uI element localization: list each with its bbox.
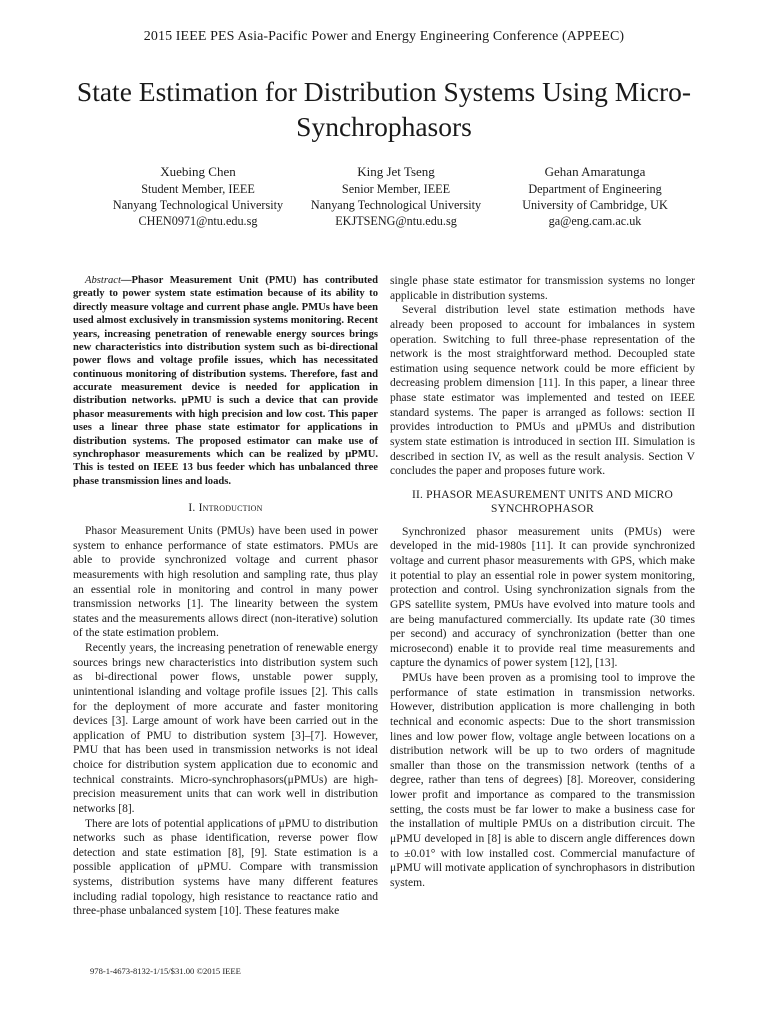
author-name: King Jet Tseng	[357, 164, 435, 179]
author-affiliation: Nanyang Technological University	[310, 198, 482, 213]
author-email: EKJTSENG@ntu.edu.sg	[335, 214, 457, 229]
abstract-text: —Phasor Measurement Unit (PMU) has contributed greatly to power system state estimation because of its ability to directly measure voltage and current phase angle. PMUs have been used almost exclusively in transmission systems monitoring. Recent years, increasing penetration of renewable energy sources brings new characteristics into distribution system such as bi-directional power flows and voltage profile issues, which has necessitated continuous monitoring of distribution systems. Therefore, fast and accurate measurement device is needed for application in distribution networks. μPMU is such a device that can provide phasor measurements with high precision and low cost. This paper uses a linear three phase state estimator for applications in distribution systems. The proposed estimator can make use of synchrophasor measurements which can be realized by μPMU. This is tested on IEEE 13 bus feeder which has unbalanced three phase transmission lines and loads.	[73, 275, 378, 487]
paragraph: Synchronized phasor measurement units (PMUs) were developed in the mid-1980s [11]. It can provide synchronized voltage and current phasor measurements with GPS, which make it potential to play an essential role in power system monitoring, protection and control. Using synchronization signals from the GPS satellite system, PMUs have evolved into mature tools and are being manufactured commercially. Its update rate (30 times per second) and accuracy of synchronization (better than one microsecond) enable it to provide real time measurements and capture the dynamics of power system [12], [13].	[390, 525, 695, 670]
abstract-lead: Abstract	[85, 275, 121, 286]
author-email: ga@eng.cam.ac.uk	[548, 214, 642, 229]
section-heading-introduction: I. Introduction	[188, 502, 263, 514]
paragraph: Several distribution level state estimation methods have already been proposed to account for imbalances in system operation. Switching to full three-phase representation of the network is the most straightforward method. Decoupled state estimation using sequence network could be more efficient by decreasing problem dimension [11]. In this paper, a linear three phase state estimator was implemented and tested on IEEE standard systems. The paper is arranged as follows: section II provides introduction to PMUs and μPMUs and distribution system state estimation is introduced in section III. Simulation is described in section IV, as well as the result analysis. Section V concludes the paper and proposes future work.	[390, 304, 695, 478]
right-column	[390, 274, 695, 890]
abstract	[73, 274, 378, 488]
paragraph: PMUs have been proven as a promising tool to improve the performance of state estimation in transmission networks. However, distribution application is more challenging in both technical and economic aspects: Due to the short transmission lines and low power flow, voltage angle between locations on a distribution network will be up to two orders of magnitude smaller than those on the transmission network (tenths of a degree, rather than tens of degrees) [8]. Moreover, considering lower profit and importance as compared to the transmission setting, the costs must be far lower to make a business case for the installation of multiple PMUs on a distribution circuit. The μPMU developed in [8] is able to discern angle differences down to ±0.01° with low installed cost. Commercial manufacture of μPMU will motivate application of synchrophasors in distribution system.	[390, 672, 695, 889]
paragraph: single phase state estimator for transmission systems no longer applicable in distribution systems.	[390, 275, 695, 302]
left-column	[73, 274, 378, 919]
paragraph: Recently years, the increasing penetration of renewable energy sources brings new characteristics into distribution system such as bi-directional power flows, unstable power supply, unintentional islanding and voltage profile issues [2]. This calls for the deployment of more accurate and faster monitoring devices [3]. Large amount of work have been carried out in the application of PMU to distribution system [3]–[7]. However, PMU that has been used in transmission networks is not ideal choice for distribution system application due to economic and technical constraints. Micro-synchrophasors(μPMUs) are high-precision measurement units that can work well in distribution networks [8].	[73, 642, 378, 815]
paragraph: Phasor Measurement Units (PMUs) have been used in power system to enhance performance of state estimators. PMUs are able to provide synchronized voltage and current phasor measurements with high resolution and sampling rate, thus play an essential role in monitoring and control in many power transmission networks [1]. The linearity between the system states and the measurements allows direct (non-iterative) solution of the state estimation problem.	[73, 525, 378, 640]
conference-header: 2015 IEEE PES Asia-Pacific Power and Energy Engineering Conference (APPEEC)	[143, 29, 625, 44]
section-heading-pmu: II. PHASOR MEASUREMENT UNITS AND MICRO SYNCHROPHASOR	[411, 488, 674, 515]
author-affiliation: Nanyang Technological University	[112, 198, 284, 213]
author-role: Senior Member, IEEE	[341, 181, 451, 196]
copyright-footer: 978-1-4673-8132-1/15/$31.00 ©2015 IEEE	[90, 966, 241, 976]
author-name: Gehan Amaratunga	[544, 164, 646, 179]
author-role: Department of Engineering	[528, 181, 662, 196]
author-block-3	[475, 164, 715, 230]
author-email: CHEN0971@ntu.edu.sg	[138, 214, 258, 229]
paragraph: There are lots of potential applications of μPMU to distribution networks such as phase identification, reverse power flow detection and state estimation [8], [9]. State estimation is a possible application of μPMU. Compare with transmission systems, distribution systems have many different features including radial topology, high resistance to reactance ratio and three-phase unbalanced system [10]. These features make	[73, 817, 378, 918]
author-affiliation: University of Cambridge, UK	[522, 198, 668, 213]
paper-title: State Estimation for Distribution Systems Using Micro-Synchrophasors	[76, 76, 692, 142]
author-name: Xuebing Chen	[160, 164, 236, 179]
author-role: Student Member, IEEE	[141, 181, 255, 196]
